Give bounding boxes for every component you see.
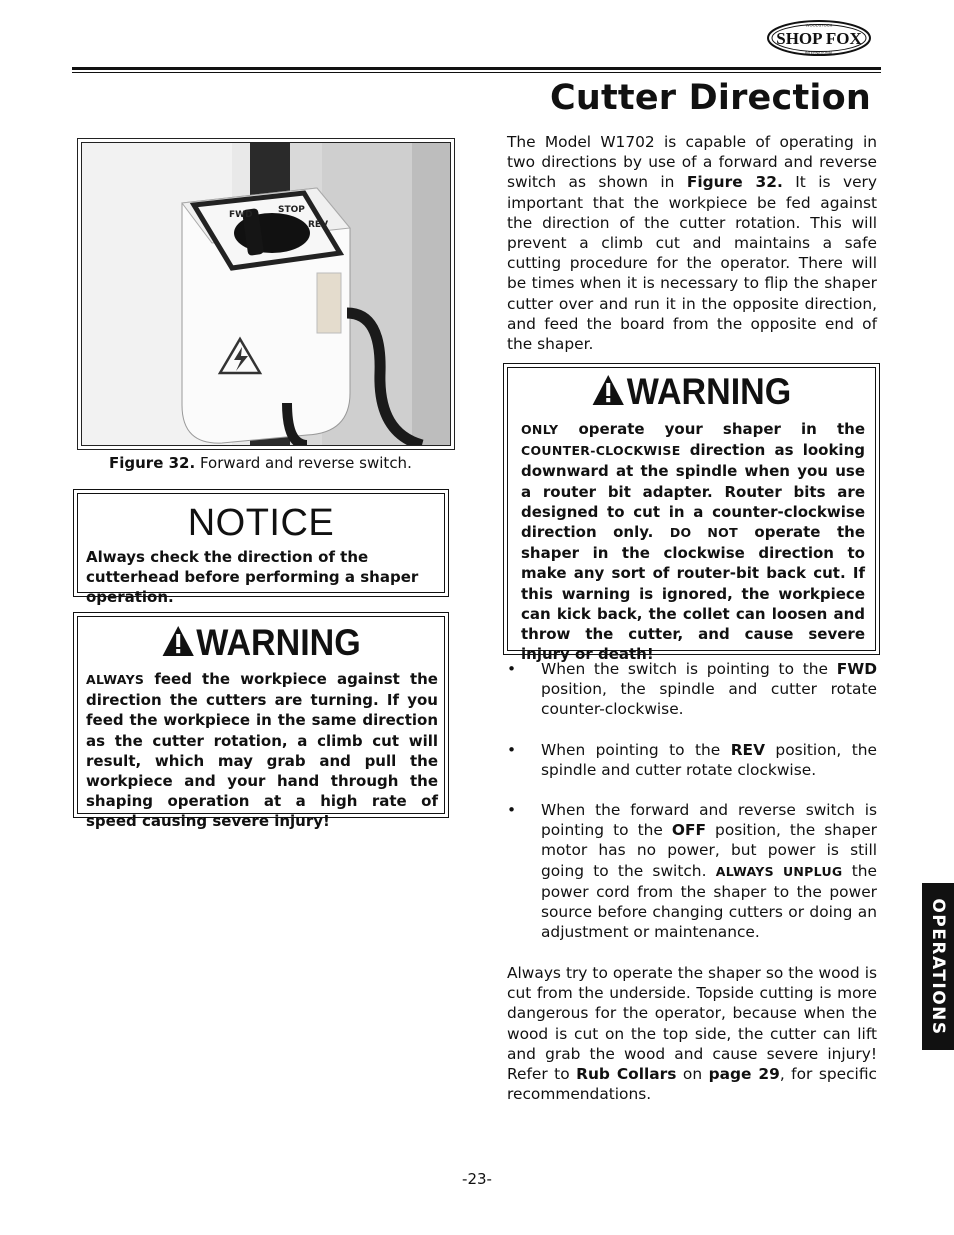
bullet-1-key: FWD: [836, 660, 877, 678]
warning-body-left: feed the workpiece against the direction the cutters are turning. If you feed the workpiece in the same direction as the cutter rotation, a climb cut will result, which may grab and pull the workpiece and your hand through the shaping operation at a high rate of speed causing severe injury!: [86, 670, 438, 831]
section-tab-operations: [922, 883, 954, 1050]
bullet-3-key: OFF: [671, 821, 706, 840]
bullet-1-pre: When the switch is pointing to the: [541, 660, 828, 678]
bullet-dot: •: [507, 741, 517, 759]
closing-paragraph: [507, 963, 877, 1104]
rub-collars-reference: Rub Collars: [576, 1065, 677, 1084]
intro-paragraph: [507, 132, 877, 354]
warning-title-left: WARNING: [196, 622, 361, 663]
warning-text-right: [521, 419, 865, 664]
warning-text-left: [86, 669, 438, 832]
logo-brand-text: SHOP FOX: [776, 29, 862, 48]
page-reference: page 29: [708, 1065, 780, 1084]
warning-box-right: [503, 363, 880, 664]
warning-sc-only: ONLY: [521, 422, 559, 437]
bullet-3-mid: position, the shaper motor has no power, but power is still going to the switch.: [541, 821, 877, 880]
warning-title-right: WARNING: [626, 371, 792, 412]
stop-label: STOP: [278, 205, 305, 215]
intro-text-1: The Model W1702 is capable of operating in two directions by use of a forward and reverse switch as shown in: [507, 133, 877, 192]
bullet-dot: •: [507, 660, 517, 678]
fwd-label: FWD: [229, 210, 253, 220]
bullet-dot: •: [507, 801, 517, 819]
page-title: Cutter Direction: [550, 78, 871, 118]
warning-sc-ccw: COUNTER-CLOCKWISE: [521, 443, 681, 459]
warning-triangle-icon: [161, 625, 194, 657]
warning-lead-left: ALWAYS: [86, 672, 145, 687]
bullet-3-post: the power cord from the shaper to the power source before changing cutters or doing an adjustment or maintenance.: [541, 861, 877, 942]
warning-triangle-icon: [592, 374, 625, 406]
bullet-3-pre: When the forward and reverse switch is pointing to the: [541, 801, 877, 840]
warning-box-left: [73, 612, 449, 831]
bullet-2-pre: When pointing to the: [541, 741, 721, 759]
notice-box: [73, 489, 449, 607]
logo-top-text: WOODSTOCK: [805, 22, 833, 28]
warning-heading-right: [523, 371, 861, 413]
page-number: -23-: [462, 1170, 492, 1188]
notice-text: Always check the direction of the cutterhead before performing a shaper operation.: [86, 548, 419, 607]
figure-caption-text: Forward and reverse switch.: [199, 454, 412, 472]
section-tab-label: OPERATIONS: [928, 897, 948, 1036]
notice-title: NOTICE: [187, 502, 335, 544]
bullet-2-post: position, the spindle and cutter rotate clockwise.: [541, 741, 877, 780]
logo-bottom-text: INTERNATIONAL: [805, 51, 833, 55]
bullet-2-key: REV: [730, 741, 765, 759]
figure-reference: Figure 32.: [686, 173, 783, 192]
intro-text-2: It is very important that the workpiece be fed against the direction of the cutter rotation. This will prevent a climb cut and maintains a safe cutting procedure for the operator. There will be times when it is necessary to flip the shaper cutter over and run it in the opposite direction, and feed the board from the opposite end of the shaper.: [507, 173, 877, 354]
warning-right-t2: direction as looking downward at the spindle when you use a router bit adapter. Router bits are designed to cut in a counter-clockwise direction only.: [521, 441, 865, 542]
figure-caption: [109, 454, 412, 472]
warning-right-t1: operate your shaper in the: [578, 420, 865, 438]
switch-photo: [81, 142, 451, 446]
closing-text-1: Always try to operate the shaper so the wood is cut from the underside. Topside cutting is more dangerous for the operator, because when the wood is cut on the top side, the cutter can lift and grab the wood and cause severe injury! Refer to: [507, 964, 877, 1084]
shop-fox-logo: [766, 19, 872, 57]
warning-sc-do-not: DO NOT: [669, 525, 738, 541]
warning-heading-left: [93, 622, 430, 664]
header-rule-thin: [72, 72, 881, 73]
figure-32: [77, 138, 455, 450]
closing-text-2: , for specific recommendations.: [507, 1065, 877, 1104]
closing-on: on: [682, 1065, 703, 1084]
warning-right-t3: operate the shaper in the clockwise direction to make any sort of router-bit back cut. If this warning is ignored, the workpiece can kick back, the collet can loosen and throw the cutter, and cause severe injury or death!: [521, 523, 865, 664]
header-rule: [72, 67, 881, 70]
bullet-1-post: position, the spindle and cutter rotate counter-clockwise.: [541, 680, 877, 719]
figure-caption-label: Figure 32.: [109, 454, 196, 472]
bullet-3-unplug: ALWAYS UNPLUG: [715, 863, 843, 879]
rev-label: REV: [308, 220, 329, 230]
